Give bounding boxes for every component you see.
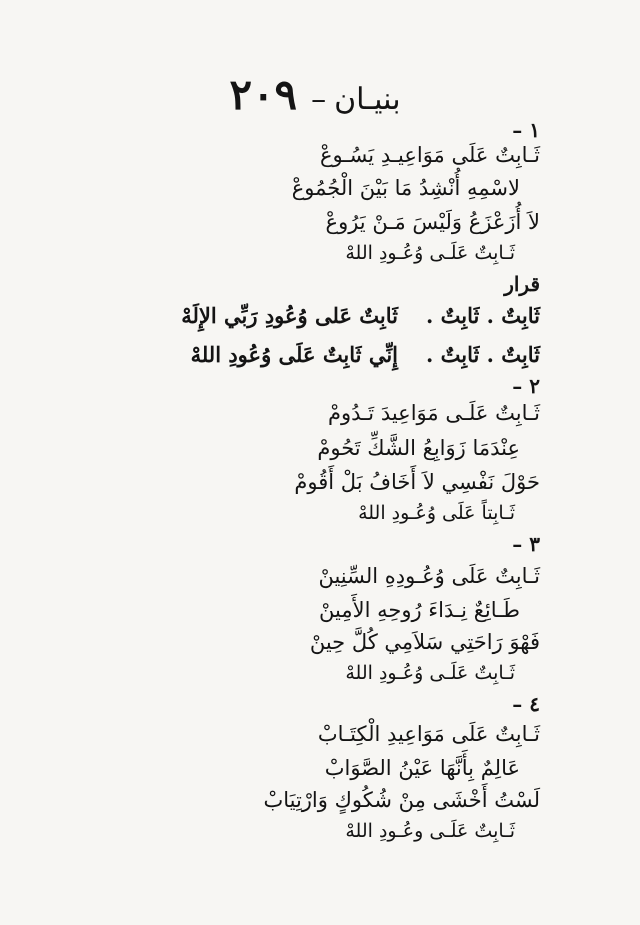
verse-2-line-1: ثَـابِتٌ عَلَـى مَوَاعِيدَ تَـدُومْ — [327, 401, 540, 425]
verse-2-line-2: عِنْدَمَا زَوَابِعُ الشَّكِّ تَحُومْ — [317, 436, 520, 460]
verse-4-line-3: لَسْتُ أَخْشَى مِنْ شُكُوكٍ وَارْتِيَابْ — [263, 788, 540, 812]
verse-1-line-4: ثَـابِتٌ عَلَـى وُعُـودِ اللهْ — [345, 242, 515, 264]
verse-2-line-3: حَوْلَ نَفْسِي لاَ أَخَافُ بَلْ أَقُومْ — [294, 470, 540, 494]
verse-3-line-3: فَهْوَ رَاحَتِي سَلاَمِي كُلَّ حِينْ — [309, 630, 540, 654]
chorus-label: قرار — [504, 272, 540, 296]
page-title — [180, 70, 450, 119]
verse-1-marker: ١ – — [512, 118, 540, 142]
verse-2-marker: ٢ – — [512, 374, 540, 398]
verse-4-marker: ٤ – — [512, 692, 540, 716]
verse-3-line-1: ثَـابِتٌ عَلَى وُعُـودِهِ السِّنِينْ — [318, 564, 540, 588]
verse-3-marker: ٣ – — [512, 532, 540, 556]
verse-3-line-4: ثَـابِتٌ عَلَـى وُعُـودِ اللهْ — [345, 662, 515, 684]
chorus-line-2-repeat: ثَابِتٌ . ثَابِتٌ . — [426, 342, 540, 367]
verse-1-line-1: ثَـابِتٌ عَلَى مَوَاعِيـدِ يَسُـوعْ — [320, 143, 540, 167]
chorus-line-1 — [181, 303, 540, 328]
verse-3-line-2: طَـائِعٌ نِـدَاءَ رُوحِهِ الأَمِينْ — [319, 598, 520, 622]
chorus-line-2-text: إِنِّي ثَابِتٌ عَلَى وُعُودِ اللهْ — [190, 342, 399, 367]
page-number: ٢٠٩ — [229, 70, 298, 119]
chorus-line-1-repeat: ثَابِتٌ . ثَابِتٌ . — [426, 303, 540, 328]
chorus-line-1-text: ثَابِتٌ عَلى وُعُودِ رَبِّي الإِلَهْ — [181, 303, 399, 328]
title-dash: – — [311, 82, 327, 117]
verse-2-line-4: ثَـابِتاً عَلَى وُعُـودِ اللهْ — [358, 502, 515, 524]
verse-4-line-4: ثَـابِتٌ عَلَـى وعُـودِ اللهْ — [345, 820, 515, 842]
song-title: بنيـان — [334, 82, 401, 117]
verse-1-line-3: لاَ أُزَعْزَعُ وَلَيْسَ مَـنْ يَرُوعْ — [325, 210, 540, 234]
verse-4-line-2: عَالِمٌ بِأَنَّهَا عَيْنُ الصَّوَابْ — [324, 756, 520, 780]
verse-1-line-2: لاسْمِهِ أُنْشِدُ مَا بَيْنَ الْجُمُوعْ — [291, 176, 520, 200]
chorus-line-2 — [191, 342, 540, 367]
verse-4-line-1: ثَـابِتٌ عَلَى مَوَاعِيدِ الْكِتَـابْ — [317, 722, 540, 746]
